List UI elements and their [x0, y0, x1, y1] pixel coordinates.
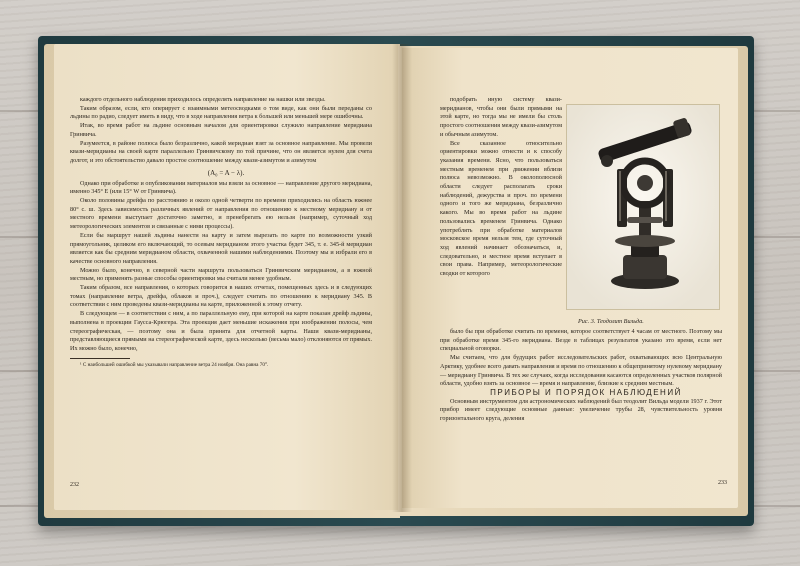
theodolite-illustration	[567, 105, 719, 309]
paragraph: было бы при обработке считать по времени, которое соответствует 4 часам от местного. Поэтому мы при обработке время 345-го меридиана. Везде в таблицах результатов указано это время, если нет специальной оговорки.	[440, 328, 722, 353]
paragraph: Итак, во время работ на льдине основным началом для ориентировки служило направление меридиана Гринвича.	[70, 122, 372, 138]
theodolite-photo	[566, 104, 720, 310]
paragraph: Однако при обработке и опубликовании материалов мы взяли за основное — направление другого меридиана, именно 345° E (или 15° W от Гринвича).	[70, 179, 372, 196]
paragraph: каждого отдельного наблюдения приходилось определять направление на нашки или звезды.	[80, 96, 326, 103]
page-number-right: 233	[718, 480, 727, 486]
section-heading: ПРИБОРЫ И ПОРЯДОК НАБЛЮДЕНИЙ	[490, 387, 682, 397]
right-page-body	[440, 328, 722, 424]
paragraph: В следующем — в соответствии с ним, а по параллельную ему, при которой на карте показан дрейф льдины, выполнена в проекции Гаусса-Крюгера. Эта проекция дает меньшие искажения при изображении полосы, чем стереографическая, — поэтому она и была принята для отчетной карты. Наши квази-меридианы, представляющиеся прямыми на стереографической карте, здесь несколько (весьма мало) отклоняются от прямых. Их можно было, конечно,	[70, 310, 372, 352]
paragraph: Если бы маршрут нашей льдины нанести на карту и затем вырезать по карте по возможности узкий прямоугольник, целиком его включающий, то осевым меридианом этого участка будет 345, т. е. 345-й меридиан является как бы средним меридианом области, охваченной нашими наблюдениями. Поэтому мы и избрали его в качестве основного направления.	[70, 231, 372, 265]
paragraph: Мы считаем, что для будущих работ исследовательских работ, охватывающих всю Центральную Арктику, удобнее всего давать направления и время по отношению к общепринятому нулевому меридиану — меридиану Гринвича. В тех же случаях, когда исследования касаются определенных участков полярной области, удобно взять за основное — время и направление, близкие к средним местным.	[440, 354, 722, 388]
paragraph: Таким образом, все направления, о которых говорится в наших отчетах, помещенных здесь и в следующих томах (направление ветра, дрейфа, облаков и проч.), следует считать по отношению к меридиану 345. В соответствии с ним проведены квази-меридианы на карте, приложенной к этому отчету.	[70, 284, 372, 309]
right-page	[402, 48, 738, 508]
footnote: ¹ С наибольшей ошибкой мы указывали направление ветра 24 ноября. Она равна 70°.	[80, 361, 269, 368]
left-page-body	[70, 96, 372, 369]
left-page	[54, 44, 398, 510]
paragraph: подобрать иную систему квази-меридианов, чтобы они были прямыми на этой карте, но тогда мы не имели бы столь простого соотношения между квази-азимутом и обычным азимутом.	[440, 96, 562, 138]
book-gutter	[392, 44, 412, 512]
paragraph: Основным инструментом для астрономических наблюдений был теодолит Вильда модели 1937 г. Этот прибор имеет следующие основные данные: увеличение трубы 28, чувствительность уровня горизонтального круга, деления	[440, 397, 722, 423]
paragraph: Около половины дрейфа по расстоянию и около одной четверти по времени приходились на область южнее 80° с. ш. Здесь зависимость различных явлений от направления по отношению к местному меридиану и от местного времени выступает достаточно заметно, и пренебрегать ею нельзя (например, суточный ход метеорологических элементов и связанные с ними процессы).	[70, 197, 372, 231]
footnote-rule	[70, 358, 130, 359]
paragraph: Все сказанное относительно ориентировки можно отнести и к способу указания времени. Ясно, что пользоваться местным временем при движении вблизи полюса невозможно. В околополюсной области следует располагать сроки наблюдений, дежурства и проч. по времени одного и того же меридиана, безразлично какого. Мы во время работ на льдине пользовались временем Гринвича. Однако употреблять при обработке материалов московское время нельзя тем, где суточный ход явлений начинает обозначаться, и, следовательно, и местное время вступает в свои права. Например, метеорологические сводки от которого	[440, 139, 562, 278]
right-page-column	[440, 96, 562, 279]
page-number-left: 232	[70, 482, 79, 488]
figure-caption: Рис. 3. Теодолит Вильда.	[578, 318, 644, 325]
paragraph: Можно было, конечно, в северной части маршрута пользоваться Гринвичским меридианом, а в южной местным, но применять разные способы ориентировки мы считали менее удобным.	[70, 266, 372, 283]
formula: (A₀ = A − λ).	[207, 168, 245, 177]
paragraph: Разумеется, в районе полюса было безразлично, какой меридиан взят за основное направление. Мы провели квази-меридианы на своей карте параллельно Гринвичскому по той причине, что он является нулем для счета долгот, и это обстоятельство давало простое соотношение между квази-азимутом и азимутом	[70, 139, 372, 164]
paragraph: Таким образом, если, кто оперирует с взаимными метеосводками о том виде, как они были переданы со льдины по радио, следует иметь в виду, что в ходе направления ветра к большей или меньшей мере ошибочны.	[70, 104, 372, 121]
